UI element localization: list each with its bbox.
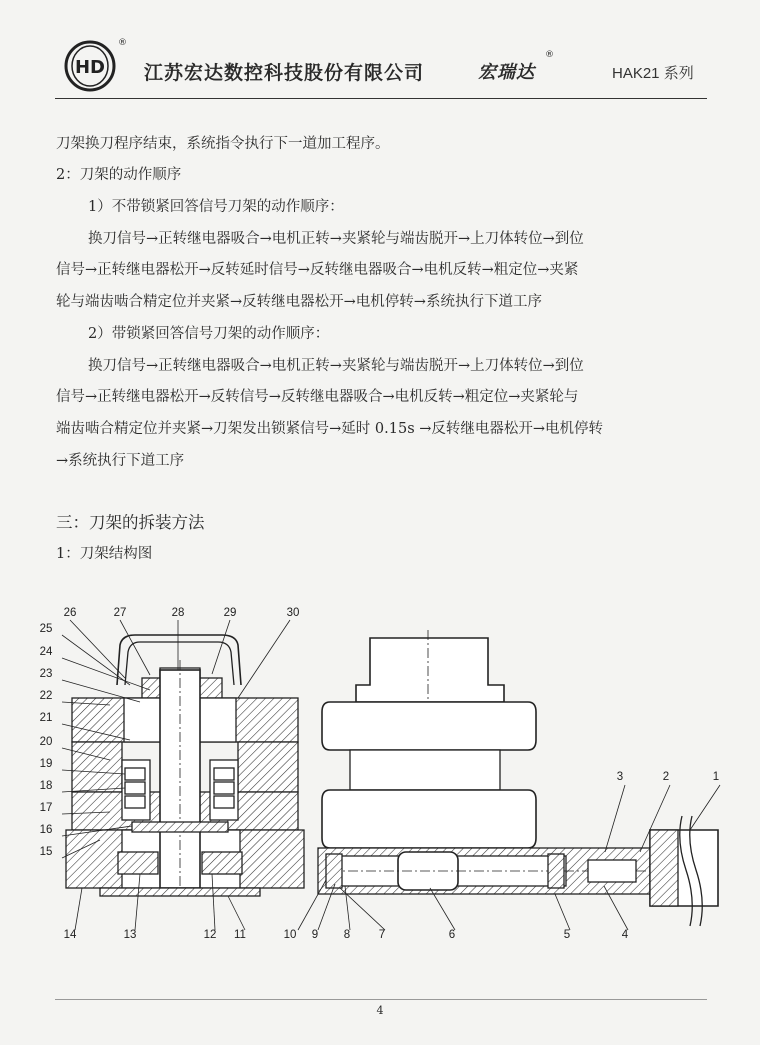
subheading: 2：刀架的动作顺序: [56, 167, 182, 183]
part-label-26: 26: [63, 607, 77, 619]
part-label-11: 11: [234, 929, 246, 941]
part-label-15: 15: [39, 846, 53, 858]
part-label-21: 21: [39, 712, 53, 724]
part-label-25: 25: [39, 623, 53, 635]
part-label-2: 2: [662, 771, 670, 783]
footer-rule: [55, 999, 707, 1000]
part-label-14: 14: [63, 929, 77, 941]
page-number-text: 4: [373, 1004, 388, 1017]
company-name: 江苏宏达数控科技股份有限公司: [144, 62, 425, 84]
paragraph-line: 轮与端齿啮合精定位并夹紧→反转继电器松开→电机停转→系统执行下道工序: [56, 294, 542, 310]
subheading: 1）不带锁紧回答信号刀架的动作顺序：: [88, 199, 344, 215]
part-label-9: 9: [311, 929, 319, 941]
part-label-24: 24: [39, 646, 53, 658]
part-label-10: 10: [283, 929, 297, 941]
page-number: [0, 1004, 760, 1017]
registered-mark: ®: [118, 38, 127, 48]
logo-text: HD: [74, 57, 106, 78]
part-label-28: 28: [171, 607, 185, 619]
section-heading: 三：刀架的拆装方法: [56, 513, 205, 532]
part-label-4: 4: [621, 929, 629, 941]
brand-name: 宏瑞达: [478, 62, 535, 83]
paragraph-line: 信号→正转继电器松开→反转信号→反转继电器吸合→电机反转→粗定位→夹紧轮与: [56, 389, 579, 405]
subheading: 1：刀架结构图: [56, 546, 153, 562]
part-label-5: 5: [563, 929, 571, 941]
part-label-3: 3: [616, 771, 624, 783]
part-label-19: 19: [39, 758, 53, 770]
paragraph-line: →系统执行下道工序: [56, 453, 185, 469]
part-label-1: 1: [712, 771, 720, 783]
company-logo: [64, 40, 116, 92]
part-label-20: 20: [39, 736, 53, 748]
part-label-17: 17: [39, 802, 53, 814]
part-label-27: 27: [113, 607, 127, 619]
part-label-23: 23: [39, 668, 53, 680]
part-label-6: 6: [448, 929, 456, 941]
part-label-18: 18: [39, 780, 53, 792]
part-label-8: 8: [343, 929, 351, 941]
subheading: 2）带锁紧回答信号刀架的动作顺序：: [88, 326, 330, 342]
part-label-13: 13: [123, 929, 137, 941]
paragraph-line: 端齿啮合精定位并夹紧→刀架发出锁紧信号→延时 0.15s →反转继电器松开→电机停转: [56, 421, 604, 437]
paragraph-line: 信号→正转继电器松开→反转延时信号→反转继电器吸合→电机反转→粗定位→夹紧: [56, 262, 579, 278]
paragraph-line: 换刀信号→正转继电器吸合→电机正转→夹紧轮与端齿脱开→上刀体转位→到位: [88, 231, 584, 247]
part-label-30: 30: [286, 607, 300, 619]
part-label-29: 29: [223, 607, 237, 619]
tool-post-structure-drawing: [0, 590, 760, 950]
part-label-16: 16: [39, 824, 53, 836]
part-label-22: 22: [39, 690, 53, 702]
part-label-12: 12: [203, 929, 217, 941]
brand-registered-mark: ®: [545, 50, 554, 60]
paragraph-line: 刀架换刀程序结束，系统指令执行下一道加工程序。: [56, 136, 390, 152]
paragraph-line: 换刀信号→正转继电器吸合→电机正转→夹紧轮与端齿脱开→上刀体转位→到位: [88, 358, 584, 374]
header-rule: [55, 98, 707, 99]
series-label: HAK21 系列: [612, 65, 694, 82]
part-label-7: 7: [378, 929, 386, 941]
